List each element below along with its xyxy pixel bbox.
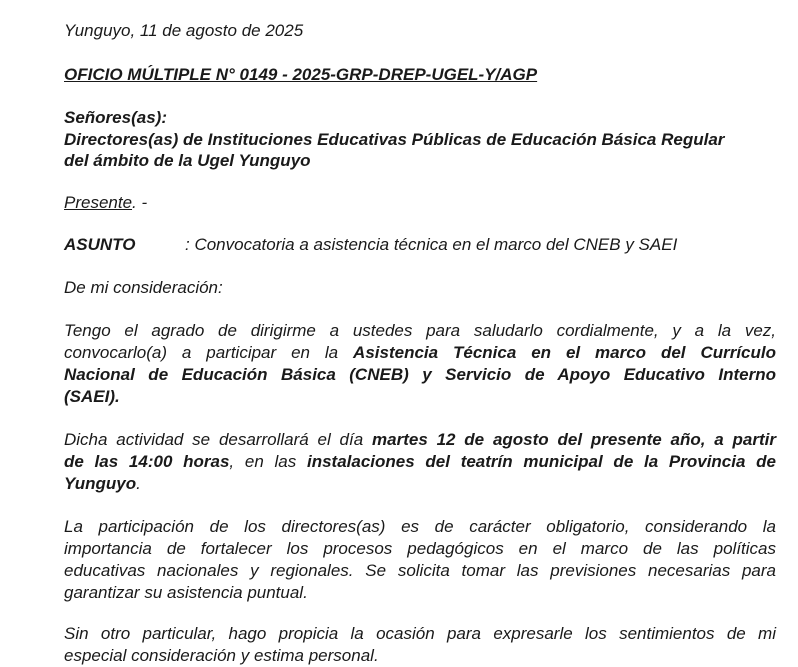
paragraph-invitation-row-1: Tengo el agrado de dirigirme a ustedes para saludarlo cordialmente, y a la vez, bbox=[64, 321, 776, 340]
greeting: De mi consideración: bbox=[64, 278, 223, 297]
place-date: Yunguyo, 11 de agosto de 2025 bbox=[64, 21, 304, 40]
paragraph-invitation-row-2-plain: convocarlo(a) a participar en la bbox=[64, 343, 354, 362]
document-page bbox=[64, 0, 777, 665]
asunto-label: ASUNTO bbox=[64, 235, 136, 254]
presente-word: Presente bbox=[64, 193, 133, 212]
paragraph-mandatory-row-2: importancia de fortalecer los procesos pedagógicos en el marco de las políticas bbox=[64, 539, 776, 558]
paragraph-schedule bbox=[64, 429, 776, 495]
paragraph-mandatory-row-4: garantizar su asistencia puntual. bbox=[64, 583, 308, 602]
paragraph-invitation-row-2 bbox=[64, 342, 776, 364]
paragraph-invitation bbox=[64, 320, 776, 408]
paragraph-closing bbox=[64, 623, 776, 667]
paragraph-invitation-row-3: Nacional de Educación Básica (CNEB) y Servicio de Apoyo Educativo Interno bbox=[64, 365, 776, 384]
recipient-line-1: Directores(as) de Instituciones Educativas Públicas de Educación Básica Regular bbox=[64, 130, 725, 149]
paragraph-closing-row-2: especial consideración y estima personal. bbox=[64, 646, 379, 665]
presente-line bbox=[64, 192, 147, 214]
paragraph-schedule-row-1-bold: martes 12 de agosto del presente año, a partir bbox=[372, 430, 777, 449]
paragraph-mandatory bbox=[64, 516, 776, 604]
paragraph-mandatory-row-3: educativas nacionales y regionales. Se solicita tomar las previsiones necesarias para bbox=[64, 561, 776, 580]
paragraph-schedule-row-2-bold-a: de las 14:00 horas bbox=[64, 452, 230, 471]
paragraph-schedule-row-3-bold: Yunguyo bbox=[64, 474, 137, 493]
paragraph-invitation-row-4: (SAEI). bbox=[64, 387, 120, 406]
asunto-text: : Convocatoria a asistencia técnica en el marco del CNEB y SAEI bbox=[185, 235, 678, 254]
paragraph-schedule-row-2 bbox=[64, 451, 776, 473]
paragraph-schedule-row-2-bold-b: instalaciones del teatrín municipal de la Provincia de bbox=[306, 452, 776, 471]
paragraph-schedule-row-2-plain: , en las bbox=[229, 452, 307, 471]
paragraph-schedule-row-3-plain: . bbox=[136, 474, 141, 493]
presente-suffix: . - bbox=[132, 193, 148, 212]
paragraph-closing-row-1: Sin otro particular, hago propicia la ocasión para expresarle los sentimientos de mi bbox=[64, 624, 776, 643]
paragraph-schedule-row-1-plain: Dicha actividad se desarrollará el día bbox=[64, 430, 373, 449]
paragraph-schedule-row-1 bbox=[64, 429, 776, 451]
paragraph-mandatory-row-1: La participación de los directores(as) es de carácter obligatorio, considerando la bbox=[64, 517, 776, 536]
recipient-line-2: del ámbito de la Ugel Yunguyo bbox=[64, 151, 311, 170]
paragraph-schedule-row-3 bbox=[64, 473, 776, 495]
paragraph-invitation-row-2-bold: Asistencia Técnica en el marco del Currículo bbox=[353, 343, 777, 362]
salutation: Señores(as): bbox=[64, 108, 167, 127]
oficio-title: OFICIO MÚLTIPLE N° 0149 - 2025-GRP-DREP-UGEL-Y/AGP bbox=[64, 65, 538, 84]
